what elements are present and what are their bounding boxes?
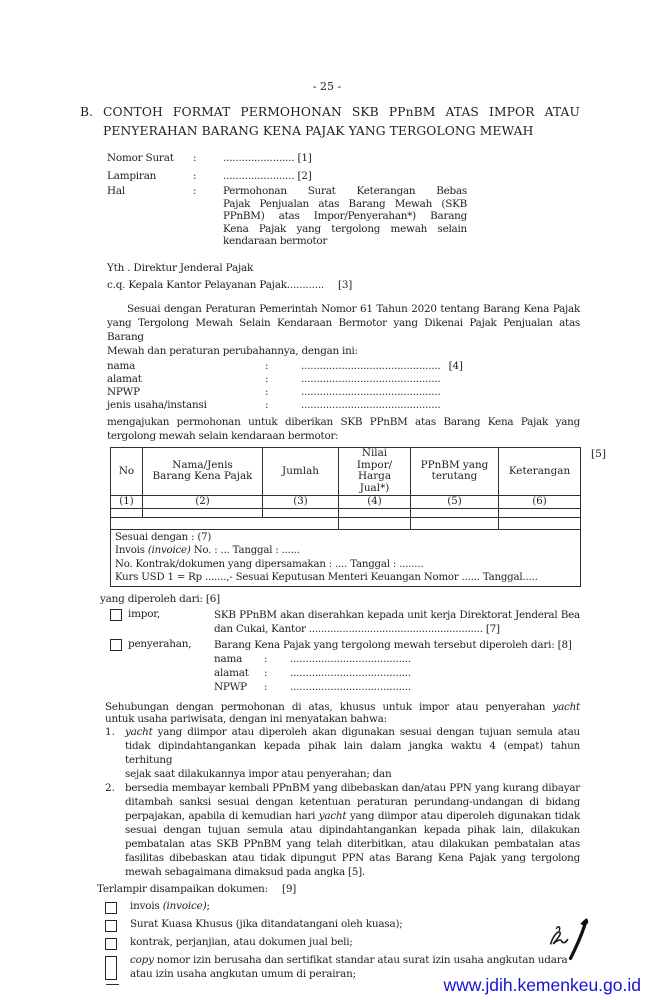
option-impor bbox=[110, 608, 580, 636]
option-penyerahan bbox=[110, 638, 580, 694]
intro-paragraph bbox=[107, 302, 580, 358]
item-number: 2. bbox=[105, 782, 115, 795]
text-line: yacht yang diimpor atau diperoleh akan digunakan sesuai dengan tujuan semula atau bbox=[125, 726, 580, 739]
text-line: Barang Kena Pajak yang tergolong mewah tersebut diperoleh dari: [8] bbox=[214, 639, 572, 652]
col-header-ppnbm: PPnBM yang terutang bbox=[411, 447, 499, 495]
attachment-text bbox=[130, 936, 580, 950]
text-line: sesuai dengan tujuan semula atau dipindahtangankan kepada pihak lain, dilakukan bbox=[125, 824, 580, 837]
text-line: Permohonan Surat Keterangan Bebas bbox=[223, 185, 467, 197]
partial-checkbox-edge bbox=[106, 984, 119, 986]
empty-cell bbox=[339, 508, 411, 517]
field-label: Nomor Surat bbox=[107, 152, 174, 164]
column-number-row bbox=[111, 495, 581, 508]
dotted-line: ............................................. bbox=[301, 359, 441, 372]
field-value bbox=[301, 360, 654, 373]
field-label: alamat bbox=[214, 667, 249, 680]
empty-cell bbox=[339, 517, 411, 529]
option-label: impor, bbox=[128, 608, 161, 621]
seller-field-nama bbox=[214, 652, 580, 666]
option-description bbox=[214, 608, 580, 636]
impor-checkbox[interactable] bbox=[110, 609, 122, 621]
meta-row-hal bbox=[107, 185, 580, 248]
colon: : bbox=[193, 169, 197, 182]
option-label: penyerahan, bbox=[128, 638, 192, 651]
attachments-intro bbox=[97, 882, 654, 896]
copy-izin-checkbox[interactable] bbox=[105, 956, 117, 980]
attachment-item-kontrak bbox=[105, 936, 580, 950]
item-text bbox=[125, 781, 580, 879]
text-line: kendaraan bermotor bbox=[223, 235, 328, 248]
item-number: 1. bbox=[105, 726, 115, 739]
col-header-keterangan: Keterangan bbox=[499, 447, 581, 495]
seller-field-npwp bbox=[214, 680, 580, 694]
text-line: pembatalan atas SKB PPnBM yang telah diterbitkan, atau dilakukan pembatalan atas bbox=[125, 838, 580, 851]
signature-initials bbox=[542, 914, 600, 969]
attachment-item-invois bbox=[105, 900, 580, 914]
attachments-list bbox=[105, 900, 580, 981]
section-title bbox=[103, 103, 580, 141]
col-number: (6) bbox=[499, 495, 581, 508]
ref-marker: [5] bbox=[590, 447, 606, 460]
hal-subject-text bbox=[223, 185, 467, 248]
surat-kuasa-checkbox[interactable] bbox=[105, 920, 117, 932]
section-letter: B. bbox=[80, 105, 93, 119]
dotted-line: ....................................... bbox=[290, 667, 412, 680]
text-line: Surat Kuasa Khusus (jika ditandatangani oleh kuasa); bbox=[130, 918, 403, 931]
note-line: Sesuai dengan : (7) bbox=[115, 531, 212, 543]
ref-marker: [4] bbox=[448, 359, 463, 372]
colon: : bbox=[265, 359, 269, 372]
text-line: Sehubungan dengan permohonan di atas, khusus untuk impor atau penyerahan yacht bbox=[105, 701, 580, 714]
addressee-block bbox=[107, 260, 654, 294]
addressee-text: c.q. Kepala Kantor Pelayanan Pajak............ bbox=[107, 278, 325, 291]
colon: : bbox=[265, 398, 269, 411]
statement-item-2 bbox=[105, 781, 580, 879]
empty-cell bbox=[111, 508, 143, 517]
letter-meta bbox=[107, 150, 580, 248]
ref-marker: [3] bbox=[338, 278, 353, 291]
goods-table-wrapper bbox=[110, 447, 606, 587]
field-label: NPWP bbox=[214, 681, 247, 694]
empty-cell bbox=[111, 517, 339, 529]
text-line: ditambah sanksi sesuai dengan ketentuan peraturan perundang-undangan di bidang bbox=[125, 796, 580, 809]
attachments-intro-text: Terlampir disampaikan dokumen: bbox=[97, 883, 268, 896]
colon: : bbox=[193, 152, 197, 164]
field-label: nama bbox=[214, 653, 243, 666]
empty-cell bbox=[263, 508, 339, 517]
note-line: Invois (invoice) No. : ... Tanggal : ...... bbox=[115, 545, 300, 557]
page-number: - 25 - bbox=[312, 80, 342, 93]
field-value: ....................... [2] bbox=[223, 169, 312, 182]
text-line: PENYERAHAN BARANG KENA PAJAK YANG TERGOLONG MEWAH bbox=[103, 124, 534, 138]
field-value: ....................... [1] bbox=[223, 152, 312, 164]
footer-url-link[interactable]: www.jdih.kemenkeu.go.id bbox=[443, 975, 641, 995]
text-line: Sesuai dengan Peraturan Pemerintah Nomor 61 Tahun 2020 tentang Barang Kena Pajak bbox=[127, 302, 580, 315]
col-number: (5) bbox=[411, 495, 499, 508]
colon: : bbox=[264, 681, 268, 694]
text-line: Mewah dan peraturan perubahannya, dengan ini: bbox=[107, 344, 358, 357]
col-header-jumlah: Jumlah bbox=[263, 447, 339, 495]
text-line: CONTOH FORMAT PERMOHONAN SKB PPnBM ATAS IMPOR ATAU bbox=[103, 105, 580, 119]
dotted-line: ....................................... bbox=[290, 653, 412, 666]
empty-cell bbox=[499, 508, 581, 517]
text-line: atau izin usaha angkutan umum di perairan; bbox=[130, 967, 356, 980]
colon: : bbox=[265, 385, 269, 398]
text-line: tergolong mewah selain kendaraan bermotor: bbox=[107, 429, 339, 442]
attachment-text bbox=[130, 918, 580, 932]
text-line: tidak dipindahtangankan kepada pihak lain dalam jangka waktu 4 (empat) tahun terhitung bbox=[125, 740, 580, 767]
text-line: perpajakan, apabila di kemudian hari yacht yang diimpor atau diperoleh digunakan tidak bbox=[125, 810, 580, 823]
text-line: untuk usaha pariwisata, dengan ini menyatakan bahwa: bbox=[105, 713, 387, 726]
field-row-jenis-usaha bbox=[107, 399, 654, 412]
text-line: kontrak, perjanjian, atau dokumen jual beli; bbox=[130, 936, 353, 949]
applicant-fields bbox=[107, 360, 654, 412]
meta-row-lampiran bbox=[107, 168, 580, 186]
text-line: mengajukan permohonan untuk diberikan SKB PPnBM atas Barang Kena Pajak yang bbox=[107, 415, 580, 428]
col-header-no: No bbox=[111, 447, 143, 495]
dotted-line: ............................................. bbox=[301, 385, 441, 398]
table-header-row bbox=[111, 447, 581, 495]
source-intro: yang diperoleh dari: [6] bbox=[100, 593, 221, 606]
ref-marker: [9] bbox=[281, 883, 297, 896]
text-line: yang Tergolong Mewah Selain Kendaraan Bermotor yang Dikenai Pajak Penjualan atas Barang bbox=[107, 316, 580, 343]
text-line: sejak saat dilakukannya impor atau penyerahan; dan bbox=[125, 768, 392, 781]
text-line: SKB PPnBM akan diserahkan kepada unit kerja Direktorat Jenderal Bea bbox=[214, 609, 580, 622]
text-line: fasilitas dibebaskan atau tidak dipungut PPN atas Barang Kena Pajak yang tergolong bbox=[125, 852, 580, 865]
col-number: (3) bbox=[263, 495, 339, 508]
attachment-text bbox=[130, 900, 580, 914]
colon: : bbox=[264, 667, 268, 680]
addressee-line bbox=[107, 277, 654, 294]
text-line: dan Cukai, Kantor ......................................................... [7] bbox=[214, 623, 500, 636]
dotted-line: ............................................. bbox=[301, 398, 441, 411]
field-row-npwp bbox=[107, 386, 654, 399]
option-description bbox=[214, 638, 580, 694]
statement-item-1 bbox=[105, 725, 580, 781]
empty-cell bbox=[143, 508, 263, 517]
table-notes-row bbox=[111, 529, 581, 586]
request-paragraph bbox=[107, 415, 580, 443]
text-line: Kena Pajak yang tergolong mewah selain bbox=[223, 222, 467, 235]
text-line: bersedia membayar kembali PPnBM yang dibebaskan dan/atau PPN yang kurang dibayar bbox=[125, 782, 580, 795]
dotted-line: ............................................. bbox=[301, 372, 441, 385]
empty-cell bbox=[411, 517, 499, 529]
text-line: Pajak Penjualan atas Barang Mewah (SKB bbox=[223, 197, 467, 210]
empty-cell bbox=[499, 517, 581, 529]
field-label: nama bbox=[107, 359, 136, 372]
text-line: mewah sebagaimana dimaksud pada angka [5]. bbox=[125, 866, 365, 879]
col-number: (4) bbox=[339, 495, 411, 508]
colon: : bbox=[265, 372, 269, 385]
field-label: jenis usaha/instansi bbox=[107, 398, 207, 411]
empty-data-row bbox=[111, 517, 581, 529]
field-label: Hal bbox=[107, 185, 125, 197]
col-header-nilai-impor: Nilai Impor/ Harga Jual*) bbox=[339, 447, 411, 495]
colon: : bbox=[264, 653, 268, 666]
item-text bbox=[125, 725, 580, 781]
seller-field-alamat bbox=[214, 666, 580, 680]
attachment-item-surat-kuasa bbox=[105, 918, 580, 932]
col-number: (2) bbox=[143, 495, 263, 508]
kontrak-checkbox[interactable] bbox=[105, 938, 117, 950]
section-heading bbox=[80, 103, 580, 141]
text-line: copy nomor izin berusaha dan sertifikat standar atau surat izin usaha angkutan udara bbox=[130, 954, 568, 967]
goods-table bbox=[110, 447, 581, 587]
field-label: Lampiran bbox=[107, 169, 157, 182]
col-header-nama-jenis: Nama/Jenis Barang Kena Pajak bbox=[143, 447, 263, 495]
colon: : bbox=[193, 185, 197, 197]
empty-data-row bbox=[111, 508, 581, 517]
invois-checkbox[interactable] bbox=[105, 902, 117, 914]
col-number: (1) bbox=[111, 495, 143, 508]
note-line: No. Kontrak/dokumen yang dipersamakan : .... Tanggal : ........ bbox=[115, 558, 424, 570]
table-notes bbox=[111, 529, 581, 586]
penyerahan-checkbox[interactable] bbox=[110, 639, 122, 651]
meta-row-nomor bbox=[107, 150, 580, 168]
text-line: PPnBM) atas Impor/Penyerahan*) Barang bbox=[223, 210, 467, 223]
text-line: invois (invoice); bbox=[130, 900, 210, 913]
field-label: NPWP bbox=[107, 385, 140, 398]
yacht-statement-section bbox=[105, 701, 580, 879]
empty-cell bbox=[411, 508, 499, 517]
field-label: alamat bbox=[107, 372, 142, 385]
addressee-line: Yth . Direktur Jenderal Pajak bbox=[107, 261, 254, 274]
field-row-nama bbox=[107, 360, 654, 373]
note-line: Kurs USD 1 = Rp .......,- Sesuai Keputusan Menteri Keuangan Nomor ...... Tanggal..... bbox=[115, 571, 538, 583]
field-row-alamat bbox=[107, 373, 654, 386]
dotted-line: ....................................... bbox=[290, 681, 412, 694]
signature-graphic bbox=[542, 914, 600, 966]
